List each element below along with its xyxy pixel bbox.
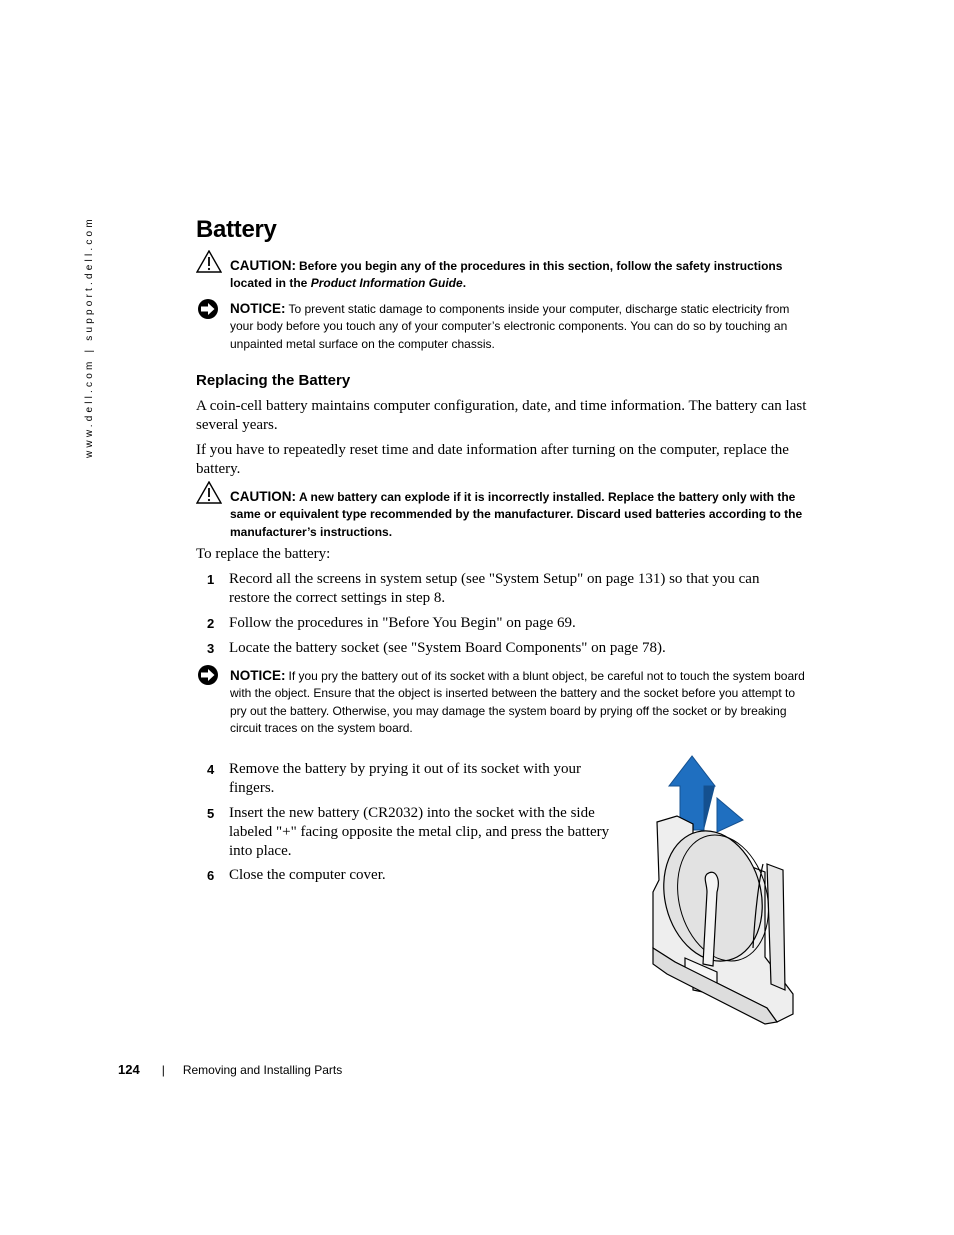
warning-triangle-icon (196, 481, 222, 505)
step-text: Follow the procedures in "Before You Begin" on page 69. (229, 615, 576, 631)
step-text: Close the computer cover. (229, 867, 386, 883)
paragraph-1: A coin-cell battery maintains computer configuration, date, and time information. The battery can last several years. (196, 398, 807, 433)
step-number: 4 (207, 762, 215, 777)
paragraph-2: If you have to repeatedly reset time and date information after turning on the computer, replace the battery. (196, 442, 789, 477)
step-number: 2 (207, 616, 215, 631)
notice-text-1: NOTICE: To prevent static damage to components inside your computer, discharge static electricity from your body before you touch any of your computer’s electronic components. You can do so by touching an unpainted metal surface on the computer chassis. (230, 301, 790, 351)
step-text: Remove the battery by prying it out of its socket with your fingers. (229, 761, 582, 796)
sidebar-url (84, 216, 98, 462)
step-number: 5 (207, 806, 215, 821)
step-number: 1 (207, 572, 215, 587)
step-text: Locate the battery socket (see "System Board Components" on page 78). (229, 640, 666, 656)
step-number: 6 (207, 868, 215, 883)
footer-separator: | (161, 1063, 165, 1077)
sidebar-url-text: www.dell.com | support.dell.com (84, 216, 95, 458)
warning-triangle-icon (196, 250, 222, 274)
caution-text-1: CAUTION: Before you begin any of the procedures in this section, follow the safety instructions located in the Product Information Guide. (230, 258, 783, 291)
steps-intro: To replace the battery: (196, 546, 331, 562)
notice-label: NOTICE: (230, 301, 286, 316)
battery-removal-illustration (645, 752, 805, 1030)
section-heading: Replacing the Battery (196, 372, 351, 389)
notice-arrow-icon (196, 664, 222, 688)
page-number: 124 (118, 1062, 140, 1077)
step-text: Insert the new battery (CR2032) into the socket with the side labeled "+" facing opposite the metal clip, and press the battery into place. (229, 805, 610, 859)
notice-arrow-icon (196, 298, 222, 322)
page-footer (118, 1062, 342, 1077)
footer-section-title: Removing and Installing Parts (182, 1063, 343, 1077)
caution-label: CAUTION: (230, 489, 296, 504)
notice-label: NOTICE: (230, 668, 286, 683)
step-text: Record all the screens in system setup (see "System Setup" on page 131) so that you can restore the correct settings in step 8. (229, 571, 760, 606)
caution-text-2: CAUTION: A new battery can explode if it is incorrectly installed. Replace the battery only with the same or equivalent type recommended by the manufacturer. Discard used batteries according to the manufacturer’s instructions. (230, 489, 803, 539)
step-number: 3 (207, 641, 215, 656)
notice-text-2: NOTICE: If you pry the battery out of its socket with a blunt object, be careful not to touch the system board with the object. Ensure that the object is inserted between the battery and the socket before you attempt to pry out the battery. Otherwise, you may damage the system board by prying off the socket or by breaking circuit traces on the system board. (230, 668, 805, 736)
caution-label: CAUTION: (230, 258, 296, 273)
page-title: Battery (196, 216, 277, 243)
guide-title: Product Information Guide (310, 276, 463, 291)
